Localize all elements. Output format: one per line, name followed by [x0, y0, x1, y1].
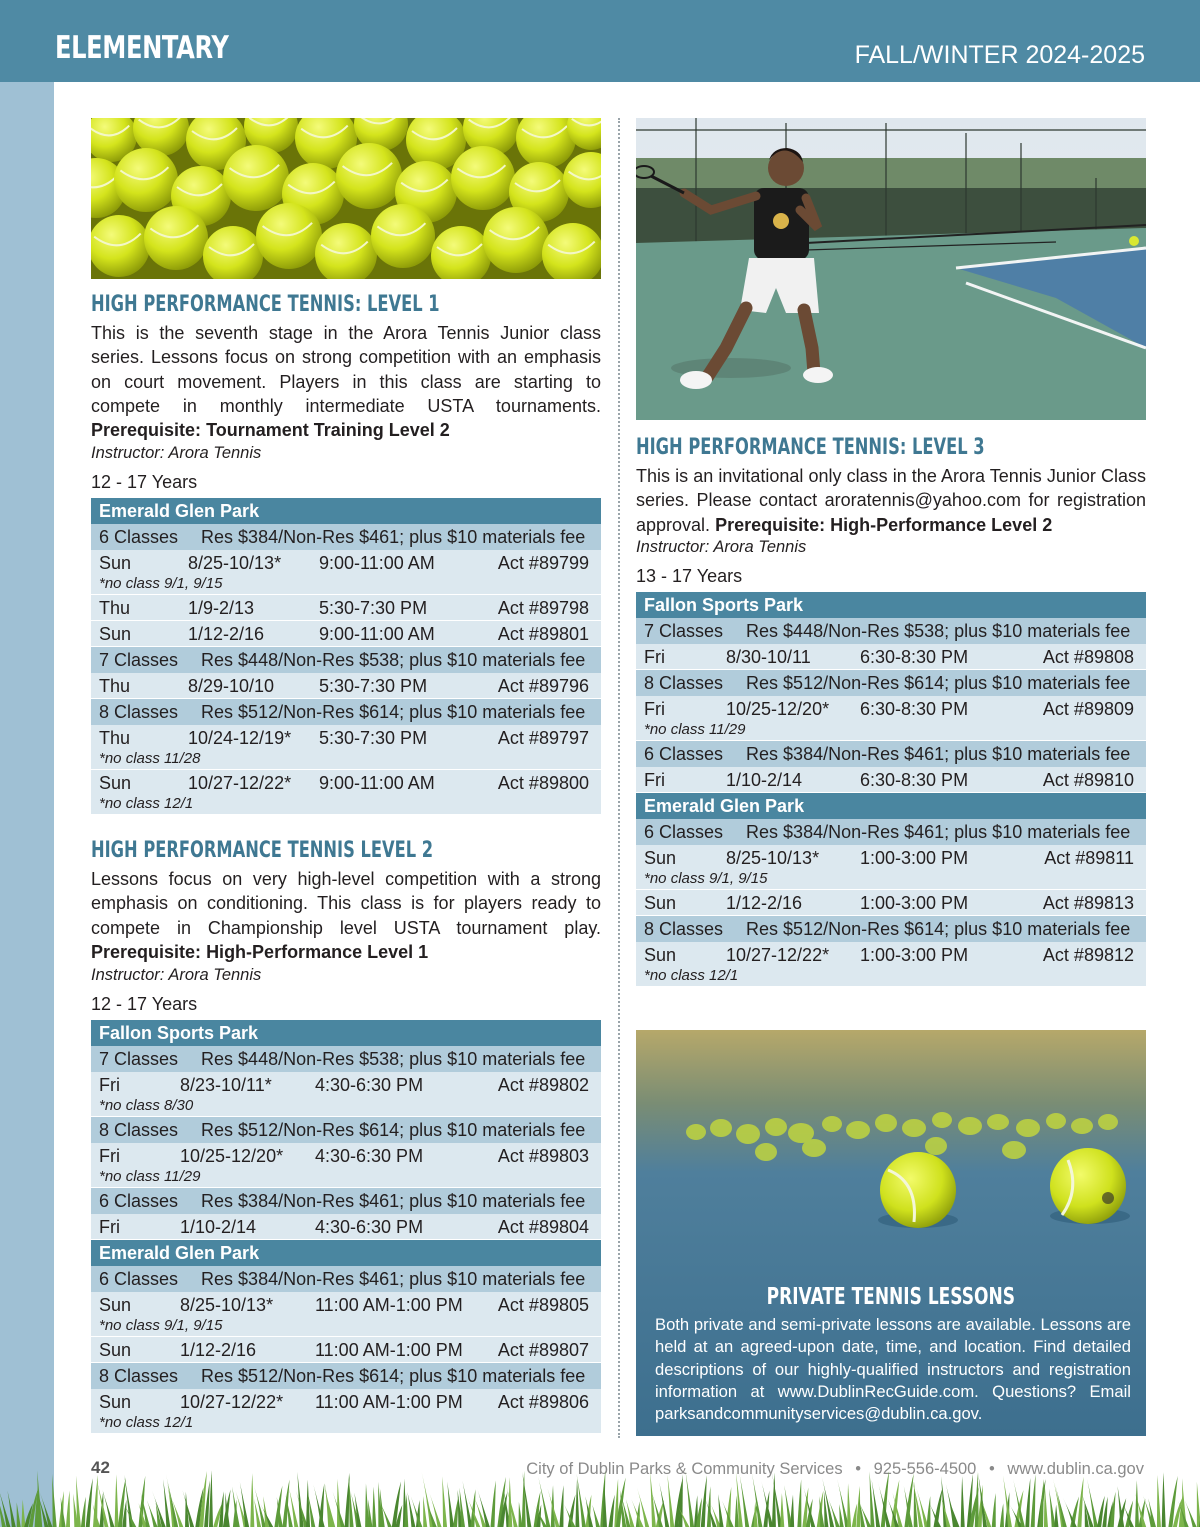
session-dates: 10/24-12/19*	[188, 728, 292, 748]
private-lessons-promo	[636, 1030, 1146, 1436]
footer-org: City of Dublin Parks & Community Services	[526, 1460, 843, 1478]
session-dates: 8/29-10/10	[188, 676, 275, 696]
tennis-balls-photo	[91, 118, 601, 279]
session-dates: 10/25-12/20*	[726, 699, 830, 719]
level1-schedule-table	[91, 498, 601, 815]
class-count: 6 Classes	[644, 822, 724, 842]
header-bar	[0, 0, 1200, 82]
grass-border	[0, 1470, 1200, 1527]
class-count: 8 Classes	[99, 1120, 179, 1140]
session-row	[91, 1389, 601, 1434]
session-time: 5:30-7:30 PM	[319, 598, 428, 618]
level1-description	[91, 321, 601, 442]
session-dates: 1/10-2/14	[726, 770, 803, 790]
fee-row	[91, 647, 601, 673]
level3-description	[636, 464, 1146, 537]
session-time: 5:30-7:30 PM	[319, 728, 428, 748]
session-dates: 1/12-2/16	[180, 1340, 257, 1360]
level1-title: HIGH PERFORMANCE TENNIS: LEVEL 1	[91, 292, 440, 317]
park-header-row: Fallon Sports Park	[91, 1020, 601, 1046]
level1-description-text: This is the seventh stage in the Arora Tennis Junior class series. Lessons focus on strong competition with an emphasis on court movement. Players in this class are starting to compete in monthly intermediate USTA tournaments.	[91, 323, 601, 416]
session-row	[91, 595, 601, 621]
session-row	[91, 725, 601, 770]
session-dates: 1/12-2/16	[726, 893, 803, 913]
session-day: Fri	[99, 1075, 120, 1095]
activity-number: Act #89806	[497, 1392, 589, 1412]
park-header-row: Emerald Glen Park	[91, 1240, 601, 1266]
fee-row	[636, 741, 1146, 767]
fee-row	[91, 1188, 601, 1214]
fee-row	[91, 1117, 601, 1143]
class-count: 8 Classes	[644, 919, 724, 939]
class-count: 7 Classes	[99, 1049, 179, 1069]
class-count: 6 Classes	[99, 1269, 179, 1289]
session-dates: 10/27-12/22*	[726, 945, 830, 965]
fee-row	[91, 1046, 601, 1072]
session-row	[91, 1214, 601, 1240]
session-row	[91, 1072, 601, 1117]
session-day: Sun	[644, 893, 677, 913]
activity-number: Act #89800	[497, 773, 589, 793]
session-row	[636, 767, 1146, 793]
fee-text: Res $512/Non-Res $614; plus $10 materials fee	[201, 702, 586, 722]
fee-text: Res $448/Non-Res $538; plus $10 materials fee	[201, 650, 586, 670]
session-row	[91, 1143, 601, 1188]
level2-ages: 12 - 17 Years	[91, 994, 198, 1014]
park-header-row: Emerald Glen Park	[91, 498, 601, 524]
session-day: Thu	[99, 676, 131, 696]
session-time: 9:00-11:00 AM	[319, 553, 435, 573]
private-lessons-title	[636, 1284, 1146, 1310]
session-row	[91, 621, 601, 647]
private-lessons-title-text: PRIVATE TENNIS LESSONS	[766, 1284, 1016, 1310]
session-dates: 10/27-12/22*	[180, 1392, 284, 1412]
fee-row	[91, 699, 601, 725]
level3-instructor: Instructor: Arora Tennis	[636, 538, 807, 556]
session-day: Fri	[644, 647, 665, 667]
session-day: Thu	[99, 598, 131, 618]
class-count: 7 Classes	[99, 650, 179, 670]
level2-instructor: Instructor: Arora Tennis	[91, 966, 262, 984]
session-time: 4:30-6:30 PM	[315, 1075, 424, 1095]
activity-number: Act #89809	[1042, 699, 1134, 719]
fee-row	[636, 916, 1146, 942]
level2-description-text: Lessons focus on very high-level competition with a strong emphasis on conditioning. This class is for players ready to compete in Championship level USTA tournament play.	[91, 869, 601, 938]
session-row	[91, 770, 601, 815]
column-divider	[618, 118, 620, 1438]
activity-number: Act #89813	[1042, 893, 1134, 913]
activity-number: Act #89805	[497, 1295, 589, 1315]
no-class-note: *no class 9/1, 9/15	[99, 575, 223, 592]
session-row	[636, 890, 1146, 916]
session-day: Sun	[99, 1295, 132, 1315]
private-lessons-text: Both private and semi-private lessons are available. Lessons are held at an agreed-upon date, time, and location. Find detailed descriptions of our highly-qualified instructors and registration information at www.DublinRecGuide.com. Questions? Email parksandcommunityservices@dublin.ca.gov.	[655, 1315, 1131, 1424]
park-header-row: Fallon Sports Park	[636, 592, 1146, 618]
session-day: Sun	[99, 553, 132, 573]
session-row	[636, 696, 1146, 741]
session-dates: 1/10-2/14	[180, 1217, 257, 1237]
session-time: 4:30-6:30 PM	[315, 1217, 424, 1237]
session-dates: 8/25-10/13*	[726, 848, 820, 868]
side-strip	[0, 82, 54, 1527]
no-class-note: *no class 9/1, 9/15	[644, 870, 768, 887]
session-day: Sun	[99, 773, 132, 793]
session-time: 4:30-6:30 PM	[315, 1146, 424, 1166]
session-dates: 8/25-10/13*	[180, 1295, 274, 1315]
activity-number: Act #89801	[497, 624, 589, 644]
session-dates: 1/9-2/13	[188, 598, 255, 618]
no-class-note: *no class 8/30	[99, 1097, 194, 1114]
footer-phone: 925-556-4500	[873, 1460, 977, 1478]
session-time: 1:00-3:00 PM	[860, 893, 969, 913]
session-day: Thu	[99, 728, 131, 748]
session-day: Fri	[644, 770, 665, 790]
level2-prereq-label: Prerequisite:	[91, 941, 202, 962]
session-dates: 1/12-2/16	[188, 624, 265, 644]
class-count: 6 Classes	[99, 1191, 179, 1211]
level3-prereq-label: Prerequisite:	[715, 514, 826, 535]
activity-number: Act #89812	[1042, 945, 1134, 965]
no-class-note: *no class 11/28	[99, 750, 201, 767]
session-time: 11:00 AM-1:00 PM	[315, 1295, 463, 1315]
activity-number: Act #89803	[497, 1146, 589, 1166]
fee-text: Res $384/Non-Res $461; plus $10 materials fee	[201, 527, 586, 547]
fee-text: Res $512/Non-Res $614; plus $10 materials fee	[746, 919, 1131, 939]
session-row	[636, 942, 1146, 987]
session-time: 5:30-7:30 PM	[319, 676, 428, 696]
section-title: ELEMENTARY	[55, 30, 229, 66]
fee-row	[91, 524, 601, 550]
session-dates: 8/30-10/11	[726, 647, 811, 667]
season-title: FALL/WINTER 2024-2025	[854, 41, 1145, 69]
footer-sep: •	[988, 1460, 995, 1478]
class-count: 6 Classes	[99, 527, 179, 547]
session-time: 9:00-11:00 AM	[319, 773, 435, 793]
level2-prereq: High-Performance Level 1	[206, 941, 429, 962]
activity-number: Act #89798	[497, 598, 589, 618]
session-row	[91, 1337, 601, 1363]
level2-schedule-table	[91, 1020, 601, 1434]
session-day: Fri	[99, 1146, 120, 1166]
fee-text: Res $512/Non-Res $614; plus $10 materials fee	[746, 673, 1131, 693]
level1-ages: 12 - 17 Years	[91, 472, 198, 492]
session-row	[91, 673, 601, 699]
fee-row	[636, 819, 1146, 845]
no-class-note: *no class 12/1	[99, 795, 194, 812]
session-time: 6:30-8:30 PM	[860, 647, 969, 667]
class-count: 7 Classes	[644, 621, 724, 641]
fee-row	[636, 670, 1146, 696]
session-dates: 10/25-12/20*	[180, 1146, 284, 1166]
session-row	[91, 1292, 601, 1337]
session-time: 6:30-8:30 PM	[860, 699, 969, 719]
level3-schedule-table	[636, 592, 1146, 987]
session-time: 11:00 AM-1:00 PM	[315, 1340, 463, 1360]
level2-title: HIGH PERFORMANCE TENNIS LEVEL 2	[91, 838, 434, 863]
activity-number: Act #89804	[497, 1217, 589, 1237]
fee-text: Res $512/Non-Res $614; plus $10 materials fee	[201, 1366, 586, 1386]
session-row	[636, 845, 1146, 890]
class-count: 8 Classes	[644, 673, 724, 693]
session-time: 1:00-3:00 PM	[860, 945, 969, 965]
session-day: Sun	[99, 1392, 132, 1412]
fee-text: Res $512/Non-Res $614; plus $10 materials fee	[201, 1120, 586, 1140]
park-header-row: Emerald Glen Park	[636, 793, 1146, 819]
session-time: 11:00 AM-1:00 PM	[315, 1392, 463, 1412]
level3-ages: 13 - 17 Years	[636, 566, 743, 586]
level1-prereq-label: Prerequisite:	[91, 420, 202, 441]
session-day: Sun	[644, 945, 677, 965]
level1-prereq: Tournament Training Level 2	[206, 420, 450, 441]
session-time: 1:00-3:00 PM	[860, 848, 969, 868]
activity-number: Act #89797	[497, 728, 589, 748]
session-row	[91, 550, 601, 595]
footer-web: www.dublin.ca.gov	[1007, 1460, 1144, 1478]
no-class-note: *no class 11/29	[644, 721, 746, 738]
session-dates: 8/25-10/13*	[188, 553, 282, 573]
activity-number: Act #89807	[497, 1340, 589, 1360]
no-class-note: *no class 12/1	[644, 967, 739, 984]
activity-number: Act #89799	[497, 553, 589, 573]
level3-title: HIGH PERFORMANCE TENNIS: LEVEL 3	[636, 435, 985, 460]
fee-row	[91, 1266, 601, 1292]
session-time: 9:00-11:00 AM	[319, 624, 435, 644]
no-class-note: *no class 12/1	[99, 1414, 194, 1431]
class-count: 8 Classes	[99, 1366, 179, 1386]
activity-number: Act #89810	[1042, 770, 1134, 790]
session-day: Sun	[644, 848, 677, 868]
fee-text: Res $384/Non-Res $461; plus $10 materials fee	[201, 1191, 586, 1211]
activity-number: Act #89802	[497, 1075, 589, 1095]
activity-number: Act #89796	[497, 676, 589, 696]
level1-instructor: Instructor: Arora Tennis	[91, 444, 262, 462]
fee-text: Res $384/Non-Res $461; plus $10 materials fee	[746, 744, 1131, 764]
tennis-player-photo	[636, 118, 1146, 420]
session-dates: 8/23-10/11*	[180, 1075, 272, 1095]
session-day: Fri	[99, 1217, 120, 1237]
level3-description-text: This is an invitational only class in the Arora Tennis Junior Class series. Please contact aroratennis@yahoo.com for registration approval.	[636, 466, 1146, 535]
level3-prereq: High-Performance Level 2	[830, 514, 1053, 535]
session-time: 6:30-8:30 PM	[860, 770, 969, 790]
fee-text: Res $384/Non-Res $461; plus $10 materials fee	[746, 822, 1131, 842]
fee-text: Res $384/Non-Res $461; plus $10 materials fee	[201, 1269, 586, 1289]
activity-number: Act #89811	[1044, 848, 1134, 868]
session-row	[636, 644, 1146, 670]
level2-description	[91, 867, 601, 964]
fee-row	[91, 1363, 601, 1389]
page-number: 42	[91, 1458, 110, 1477]
footer-sep: •	[855, 1460, 861, 1478]
no-class-note: *no class 11/29	[99, 1168, 201, 1185]
fee-text: Res $448/Non-Res $538; plus $10 materials fee	[201, 1049, 586, 1069]
session-day: Fri	[644, 699, 665, 719]
fee-row	[636, 618, 1146, 644]
session-day: Sun	[99, 624, 132, 644]
fee-text: Res $448/Non-Res $538; plus $10 materials fee	[746, 621, 1131, 641]
activity-number: Act #89808	[1042, 647, 1134, 667]
session-dates: 10/27-12/22*	[188, 773, 292, 793]
class-count: 8 Classes	[99, 702, 179, 722]
session-day: Sun	[99, 1340, 132, 1360]
no-class-note: *no class 9/1, 9/15	[99, 1317, 223, 1334]
class-count: 6 Classes	[644, 744, 724, 764]
